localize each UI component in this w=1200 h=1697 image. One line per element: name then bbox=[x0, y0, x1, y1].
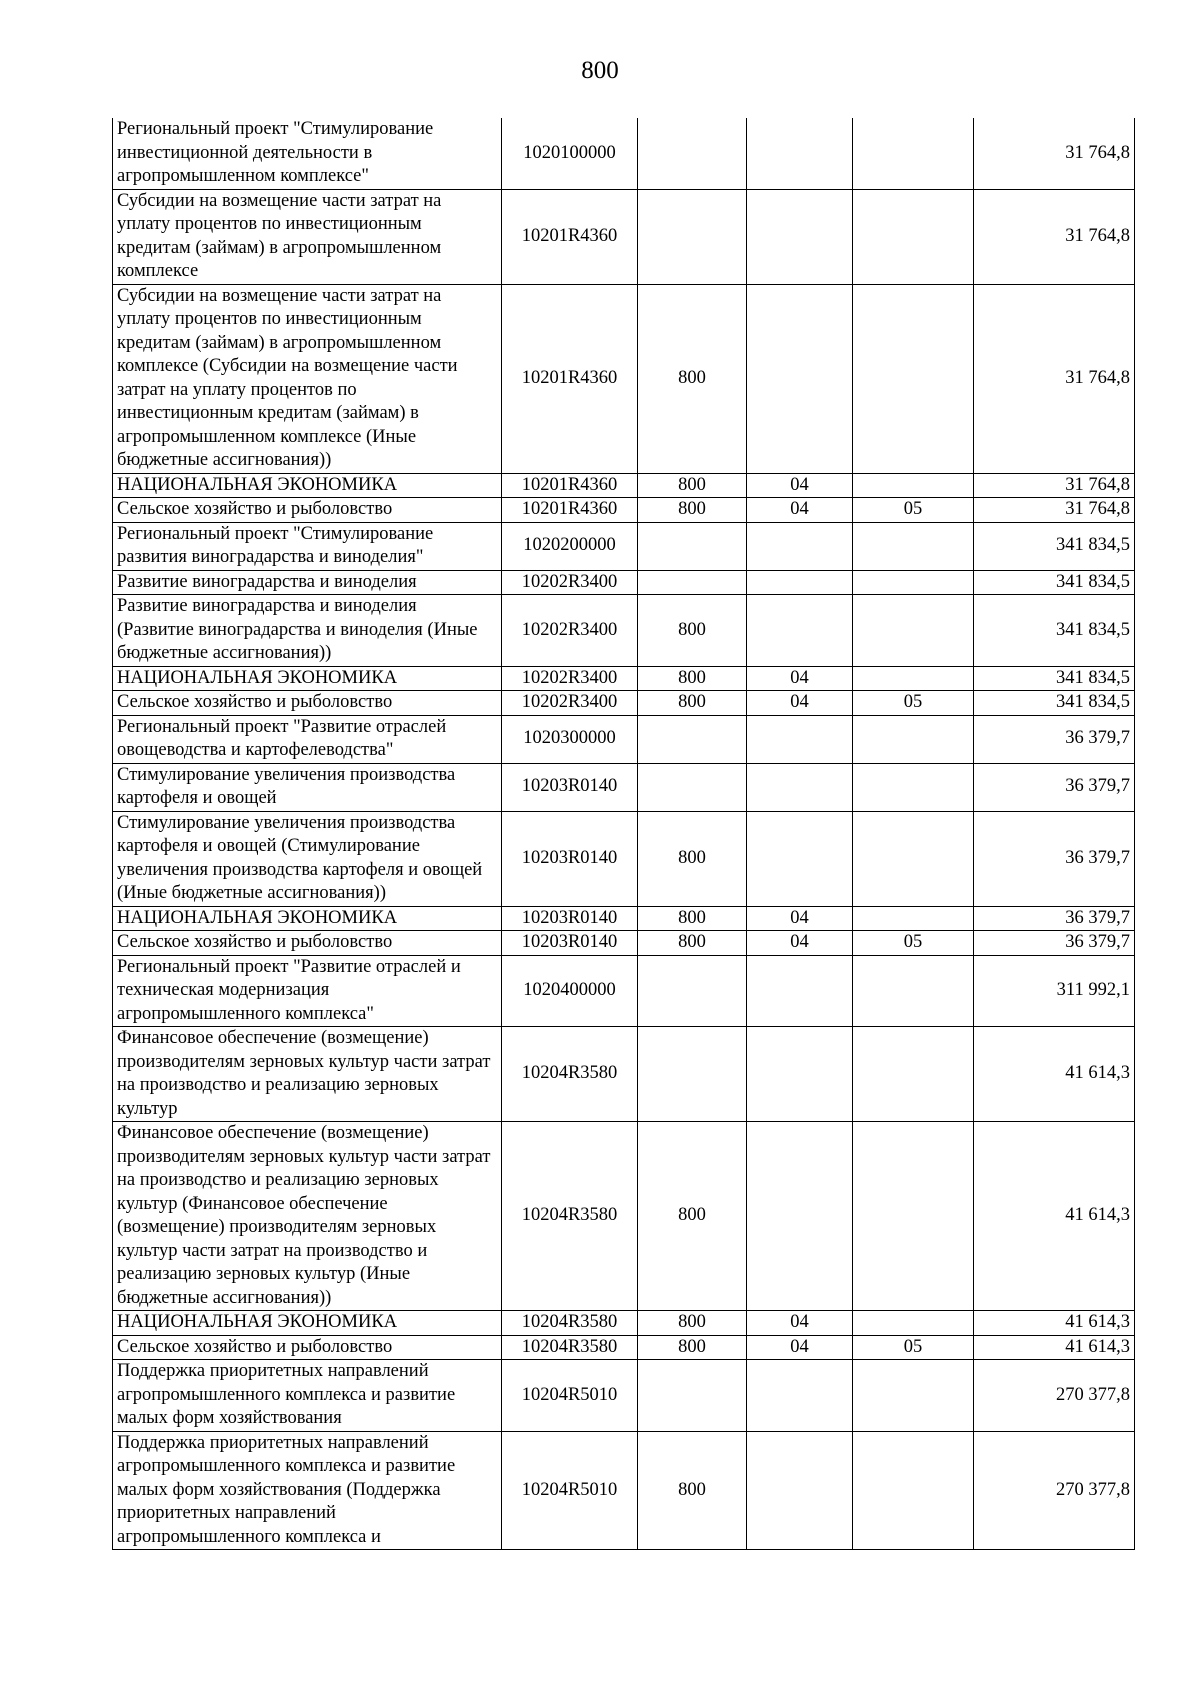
row-name-cell: Сельское хозяйство и рыболовство bbox=[113, 1335, 502, 1360]
row-name-cell: Субсидии на возмещение части затрат на уплату процентов по инвестиционным кредитам (займам) в агропромышленном комплексе (Субсидии на возмещение части затрат на уплату процентов по инвестиционным кредитам (займам) в агропромышленном комплексе (Иные бюджетные ассигнования)) bbox=[113, 284, 502, 473]
target-article-cell: 1020300000 bbox=[502, 715, 638, 763]
subsection-cell bbox=[853, 189, 974, 284]
table-row bbox=[113, 906, 1135, 931]
budget-table bbox=[112, 118, 1135, 1550]
subsection-cell bbox=[853, 595, 974, 667]
target-article-cell: 10201R4360 bbox=[502, 189, 638, 284]
expense-type-cell: 800 bbox=[638, 1311, 747, 1336]
expense-type-cell: 800 bbox=[638, 595, 747, 667]
subsection-cell bbox=[853, 715, 974, 763]
subsection-cell bbox=[853, 118, 974, 189]
amount-cell: 270 377,8 bbox=[974, 1431, 1135, 1550]
target-article-cell: 10203R0140 bbox=[502, 763, 638, 811]
expense-type-cell bbox=[638, 570, 747, 595]
table-row bbox=[113, 955, 1135, 1027]
row-name-cell: Региональный проект "Развитие отраслей и техническая модернизация агропромышленного комплекса" bbox=[113, 955, 502, 1027]
expense-type-cell bbox=[638, 763, 747, 811]
section-cell: 04 bbox=[747, 473, 853, 498]
row-name-cell: Поддержка приоритетных направлений агропромышленного комплекса и развитие малых форм хозяйствования (Поддержка приоритетных направлений агропромышленного комплекса и bbox=[113, 1431, 502, 1550]
expense-type-cell bbox=[638, 1027, 747, 1122]
target-article-cell: 10202R3400 bbox=[502, 570, 638, 595]
section-cell: 04 bbox=[747, 906, 853, 931]
subsection-cell: 05 bbox=[853, 931, 974, 956]
amount-cell: 341 834,5 bbox=[974, 522, 1135, 570]
subsection-cell bbox=[853, 1122, 974, 1311]
subsection-cell bbox=[853, 570, 974, 595]
row-name-cell: Финансовое обеспечение (возмещение) производителям зерновых культур части затрат на производство и реализацию зерновых культур bbox=[113, 1027, 502, 1122]
row-name-cell: Развитие виноградарства и виноделия (Развитие виноградарства и виноделия (Иные бюджетные ассигнования)) bbox=[113, 595, 502, 667]
section-cell bbox=[747, 1360, 853, 1432]
amount-cell: 311 992,1 bbox=[974, 955, 1135, 1027]
subsection-cell bbox=[853, 522, 974, 570]
target-article-cell: 10203R0140 bbox=[502, 931, 638, 956]
table-row bbox=[113, 1360, 1135, 1432]
target-article-cell: 10202R3400 bbox=[502, 666, 638, 691]
target-article-cell: 1020400000 bbox=[502, 955, 638, 1027]
section-cell bbox=[747, 595, 853, 667]
row-name-cell: Региональный проект "Стимулирование развития виноградарства и виноделия" bbox=[113, 522, 502, 570]
section-cell: 04 bbox=[747, 498, 853, 523]
expense-type-cell: 800 bbox=[638, 498, 747, 523]
subsection-cell bbox=[853, 1431, 974, 1550]
row-name-cell: Региональный проект "Стимулирование инвестиционной деятельности в агропромышленном комплексе" bbox=[113, 118, 502, 189]
row-name-cell: НАЦИОНАЛЬНАЯ ЭКОНОМИКА bbox=[113, 1311, 502, 1336]
section-cell bbox=[747, 763, 853, 811]
subsection-cell bbox=[853, 1360, 974, 1432]
target-article-cell: 10204R3580 bbox=[502, 1311, 638, 1336]
expense-type-cell bbox=[638, 118, 747, 189]
table-row bbox=[113, 595, 1135, 667]
table-row bbox=[113, 691, 1135, 716]
amount-cell: 341 834,5 bbox=[974, 666, 1135, 691]
subsection-cell bbox=[853, 955, 974, 1027]
row-name-cell: Стимулирование увеличения производства картофеля и овощей (Стимулирование увеличения производства картофеля и овощей (Иные бюджетные ассигнования)) bbox=[113, 811, 502, 906]
section-cell bbox=[747, 189, 853, 284]
table-row bbox=[113, 570, 1135, 595]
table-row bbox=[113, 284, 1135, 473]
subsection-cell bbox=[853, 1027, 974, 1122]
row-name-cell: Финансовое обеспечение (возмещение) производителям зерновых культур части затрат на производство и реализацию зерновых культур (Финансовое обеспечение (возмещение) производителям зерновых культур части затрат на производство и реализацию зерновых культур (Иные бюджетные ассигнования)) bbox=[113, 1122, 502, 1311]
expense-type-cell: 800 bbox=[638, 906, 747, 931]
amount-cell: 41 614,3 bbox=[974, 1122, 1135, 1311]
expense-type-cell bbox=[638, 522, 747, 570]
row-name-cell: Региональный проект "Развитие отраслей овощеводства и картофелеводства" bbox=[113, 715, 502, 763]
table-row bbox=[113, 1027, 1135, 1122]
subsection-cell bbox=[853, 811, 974, 906]
target-article-cell: 10204R5010 bbox=[502, 1431, 638, 1550]
target-article-cell: 10202R3400 bbox=[502, 595, 638, 667]
section-cell: 04 bbox=[747, 1311, 853, 1336]
table-row bbox=[113, 498, 1135, 523]
amount-cell: 270 377,8 bbox=[974, 1360, 1135, 1432]
target-article-cell: 10204R3580 bbox=[502, 1027, 638, 1122]
target-article-cell: 1020200000 bbox=[502, 522, 638, 570]
table-row bbox=[113, 118, 1135, 189]
expense-type-cell bbox=[638, 715, 747, 763]
expense-type-cell: 800 bbox=[638, 1335, 747, 1360]
expense-type-cell bbox=[638, 1360, 747, 1432]
section-cell: 04 bbox=[747, 1335, 853, 1360]
subsection-cell: 05 bbox=[853, 691, 974, 716]
amount-cell: 41 614,3 bbox=[974, 1311, 1135, 1336]
target-article-cell: 10201R4360 bbox=[502, 498, 638, 523]
section-cell bbox=[747, 118, 853, 189]
section-cell bbox=[747, 955, 853, 1027]
expense-type-cell: 800 bbox=[638, 284, 747, 473]
row-name-cell: НАЦИОНАЛЬНАЯ ЭКОНОМИКА bbox=[113, 906, 502, 931]
expense-type-cell: 800 bbox=[638, 1431, 747, 1550]
row-name-cell: Сельское хозяйство и рыболовство bbox=[113, 691, 502, 716]
section-cell bbox=[747, 1122, 853, 1311]
amount-cell: 31 764,8 bbox=[974, 118, 1135, 189]
expense-type-cell bbox=[638, 189, 747, 284]
amount-cell: 36 379,7 bbox=[974, 811, 1135, 906]
subsection-cell bbox=[853, 473, 974, 498]
table-row bbox=[113, 1431, 1135, 1550]
section-cell: 04 bbox=[747, 666, 853, 691]
table-row bbox=[113, 931, 1135, 956]
table-row bbox=[113, 189, 1135, 284]
row-name-cell: Субсидии на возмещение части затрат на уплату процентов по инвестиционным кредитам (займам) в агропромышленном комплексе bbox=[113, 189, 502, 284]
section-cell: 04 bbox=[747, 931, 853, 956]
amount-cell: 36 379,7 bbox=[974, 715, 1135, 763]
subsection-cell bbox=[853, 666, 974, 691]
row-name-cell: Развитие виноградарства и виноделия bbox=[113, 570, 502, 595]
subsection-cell: 05 bbox=[853, 498, 974, 523]
amount-cell: 41 614,3 bbox=[974, 1027, 1135, 1122]
amount-cell: 36 379,7 bbox=[974, 906, 1135, 931]
table-row bbox=[113, 1122, 1135, 1311]
table-row bbox=[113, 522, 1135, 570]
section-cell bbox=[747, 570, 853, 595]
target-article-cell: 10201R4360 bbox=[502, 284, 638, 473]
target-article-cell: 1020100000 bbox=[502, 118, 638, 189]
page-number: 800 bbox=[581, 57, 619, 84]
amount-cell: 31 764,8 bbox=[974, 189, 1135, 284]
subsection-cell bbox=[853, 1311, 974, 1336]
section-cell bbox=[747, 522, 853, 570]
row-name-cell: Сельское хозяйство и рыболовство bbox=[113, 498, 502, 523]
target-article-cell: 10204R3580 bbox=[502, 1335, 638, 1360]
row-name-cell: НАЦИОНАЛЬНАЯ ЭКОНОМИКА bbox=[113, 473, 502, 498]
row-name-cell: НАЦИОНАЛЬНАЯ ЭКОНОМИКА bbox=[113, 666, 502, 691]
expense-type-cell bbox=[638, 955, 747, 1027]
amount-cell: 341 834,5 bbox=[974, 595, 1135, 667]
target-article-cell: 10201R4360 bbox=[502, 473, 638, 498]
amount-cell: 31 764,8 bbox=[974, 498, 1135, 523]
section-cell bbox=[747, 284, 853, 473]
table-row bbox=[113, 763, 1135, 811]
table-row bbox=[113, 1311, 1135, 1336]
expense-type-cell: 800 bbox=[638, 473, 747, 498]
target-article-cell: 10202R3400 bbox=[502, 691, 638, 716]
amount-cell: 31 764,8 bbox=[974, 284, 1135, 473]
subsection-cell bbox=[853, 906, 974, 931]
row-name-cell: Стимулирование увеличения производства картофеля и овощей bbox=[113, 763, 502, 811]
amount-cell: 341 834,5 bbox=[974, 691, 1135, 716]
target-article-cell: 10203R0140 bbox=[502, 811, 638, 906]
target-article-cell: 10204R5010 bbox=[502, 1360, 638, 1432]
row-name-cell: Поддержка приоритетных направлений агропромышленного комплекса и развитие малых форм хозяйствования bbox=[113, 1360, 502, 1432]
table-row bbox=[113, 473, 1135, 498]
subsection-cell: 05 bbox=[853, 1335, 974, 1360]
amount-cell: 36 379,7 bbox=[974, 931, 1135, 956]
expense-type-cell: 800 bbox=[638, 1122, 747, 1311]
expense-type-cell: 800 bbox=[638, 931, 747, 956]
section-cell: 04 bbox=[747, 691, 853, 716]
expense-type-cell: 800 bbox=[638, 691, 747, 716]
expense-type-cell: 800 bbox=[638, 811, 747, 906]
subsection-cell bbox=[853, 284, 974, 473]
amount-cell: 36 379,7 bbox=[974, 763, 1135, 811]
expense-type-cell: 800 bbox=[638, 666, 747, 691]
row-name-cell: Сельское хозяйство и рыболовство bbox=[113, 931, 502, 956]
amount-cell: 31 764,8 bbox=[974, 473, 1135, 498]
section-cell bbox=[747, 1431, 853, 1550]
amount-cell: 41 614,3 bbox=[974, 1335, 1135, 1360]
table-row bbox=[113, 666, 1135, 691]
target-article-cell: 10204R3580 bbox=[502, 1122, 638, 1311]
section-cell bbox=[747, 1027, 853, 1122]
section-cell bbox=[747, 715, 853, 763]
section-cell bbox=[747, 811, 853, 906]
target-article-cell: 10203R0140 bbox=[502, 906, 638, 931]
table-row bbox=[113, 811, 1135, 906]
table-row bbox=[113, 1335, 1135, 1360]
table-row bbox=[113, 715, 1135, 763]
amount-cell: 341 834,5 bbox=[974, 570, 1135, 595]
subsection-cell bbox=[853, 763, 974, 811]
